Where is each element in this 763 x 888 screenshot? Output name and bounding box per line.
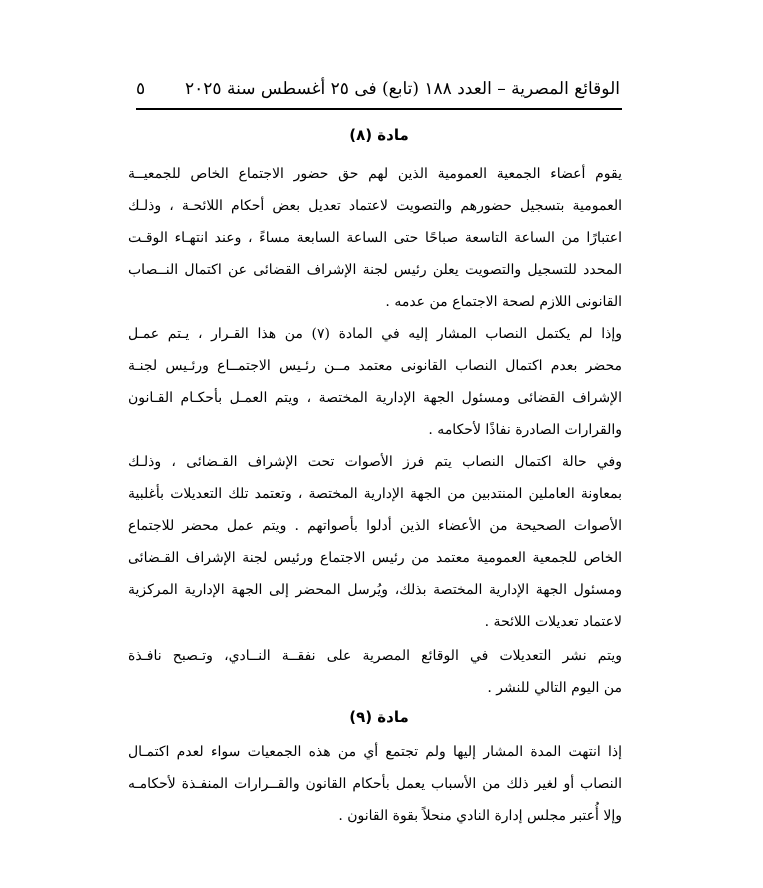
text-line: النصاب أو لغير ذلك من الأسباب يعمل بأحكام القانون والقــرارات المنفـذة لأحكامـه: [128, 776, 622, 792]
article-8-heading: مادة (٨): [349, 126, 409, 144]
article-9-paragraph-1: [128, 736, 622, 832]
text-line: لاعتماد تعديلات اللائحة .: [484, 614, 622, 630]
article-8-paragraph-2: [128, 318, 622, 446]
text-line: يقوم أعضاء الجمعية العمومية الذين لهم حق حضور الاجتماع الخاص للجمعيــة: [128, 166, 622, 182]
page-header: [136, 72, 620, 106]
text-line: القانونى اللازم لصحة الاجتماع من عدمه .: [385, 294, 622, 310]
text-line: وإذا لم يكتمل النصاب المشار إليه في المادة (٧) من هذا القـرار ، يـتم عمـل: [128, 326, 622, 342]
text-line: العمومية بتسجيل حضورهم والتصويت لاعتماد تعديل بعض أحكام اللائحـة ، وذلـك: [128, 198, 622, 214]
text-line: بمعاونة العاملين المنتدبين من الجهة الإدارية المختصة ، وتعتمد تلك التعديلات بأغلبية: [128, 486, 622, 502]
text-line: ويتم نشر التعديلات في الوقائع المصرية على نفقــة النــادي، وتـصبح نافـذة: [128, 648, 622, 664]
text-line: وفي حالة اكتمال النصاب يتم فرز الأصوات تحت الإشراف القـضائى ، وذلـك: [128, 454, 622, 470]
text-line: الخاص للجمعية العمومية معتمد من رئيس الاجتماع ورئيس لجنة الإشراف القـضائى: [128, 550, 622, 566]
page-number: ٥: [136, 79, 146, 99]
text-line: وإلا أُعتبر مجلس إدارة النادي منحلاً بقوة القانون .: [338, 808, 622, 824]
text-line: إذا انتهت المدة المشار إليها ولم تجتمع أي من هذه الجمعيات سواء لعدم اكتمـال: [128, 744, 622, 760]
article-9-heading: مادة (٩): [349, 708, 409, 726]
text-line: محضر بعدم اكتمال النصاب القانونى معتمد مــن رئـيس الاجتمــاع ورئـيس لجنـة: [128, 358, 622, 374]
text-line: الأصوات الصحيحة من الأعضاء الذين أدلوا بأصواتهم . ويتم عمل محضر للاجتماع: [128, 518, 622, 534]
header-rule: [136, 108, 622, 110]
header-title: الوقائع المصرية – العدد ١٨٨ (تابع) فى ٢٥ أغسطس سنة ٢٠٢٥: [185, 79, 620, 99]
text-line: ومسئول الجهة الإدارية المختصة بذلك، ويُرسل المحضر إلى الجهة الإدارية المركزية: [128, 582, 622, 598]
text-line: الإشراف القضائى ومسئول الجهة الإدارية المختصة ، ويتم العمـل بأحكـام القـانون: [128, 390, 622, 406]
text-line: اعتبارًا من الساعة التاسعة صباحًا حتى الساعة السابعة مساءً ، وعند انتهـاء الوقـت: [128, 230, 622, 246]
text-line: والقرارات الصادرة نفاذًا لأحكامه .: [428, 422, 622, 438]
article-8-paragraph-4: [128, 640, 622, 704]
article-8-paragraph-1: [128, 158, 622, 318]
text-line: من اليوم التالي للنشر .: [487, 680, 622, 696]
article-8-paragraph-3: [128, 446, 622, 638]
text-line: المحدد للتسجيل والتصويت يعلن رئيس لجنة الإشراف القضائى عن اكتمال النــصاب: [128, 262, 622, 278]
